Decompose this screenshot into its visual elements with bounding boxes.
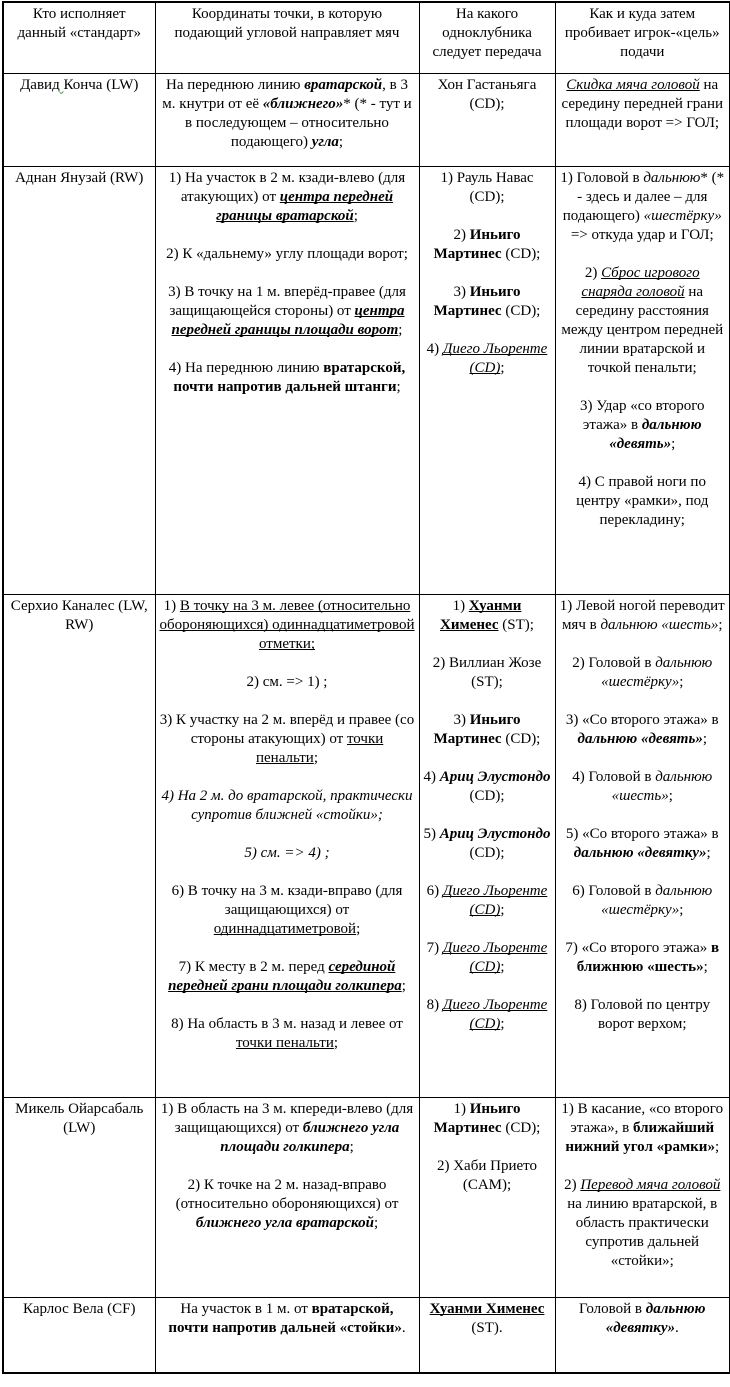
text-segment: Иньиго Мартинес (433, 226, 521, 262)
shot-cell (555, 1297, 730, 1373)
text-segment: центра передней границы вратарской (216, 188, 394, 224)
shot-cell (555, 594, 730, 1097)
text-segment: дальнюю «девятку» (573, 844, 707, 861)
text-segment: (CD); (501, 1119, 541, 1136)
text-segment: точки пенальти (235, 1034, 334, 1051)
performer-cell (3, 594, 155, 1097)
text-segment: Микель Ойарсабаль (LW) (15, 1100, 144, 1136)
cell-paragraph (423, 711, 552, 749)
text-segment: 7) (426, 939, 443, 956)
text-segment: ; (671, 435, 676, 452)
cell-paragraph (559, 264, 727, 378)
table-body (3, 73, 730, 1373)
text-segment: вратарской, почти напротив дальней «стойки» (168, 1300, 402, 1336)
cell-paragraph (7, 597, 152, 635)
teammate-cell (419, 166, 555, 594)
text-segment: (CD); (469, 844, 505, 861)
coordinates-cell (155, 1297, 419, 1373)
text-segment: 2) (453, 226, 470, 243)
cell-paragraph (159, 76, 416, 152)
text-segment: 3) «Со второго этажа» в (565, 711, 719, 728)
text-segment: одиннадцатиметровой (213, 920, 357, 937)
text-segment: Хуанми Хименес (429, 1300, 545, 1317)
shot-cell (555, 166, 730, 594)
cell-paragraph (423, 768, 552, 806)
cell-paragraph (559, 473, 727, 530)
shot-cell (555, 1097, 730, 1297)
cell-paragraph (159, 711, 416, 768)
coordinates-cell (155, 1097, 419, 1297)
text-segment: ; (702, 730, 707, 747)
cell-paragraph (559, 768, 727, 806)
cell-paragraph (159, 359, 416, 397)
text-segment: ; (356, 920, 361, 937)
text-segment: (CD); (469, 787, 505, 804)
text-segment: ; (500, 958, 505, 975)
cell-paragraph (423, 825, 552, 863)
cell-paragraph (159, 169, 416, 226)
cell-paragraph (159, 1176, 416, 1233)
text-segment: 4) С правой ноги по центру «рамки», под перекладину; (576, 473, 709, 528)
text-segment: ближайший нижний угол «рамки» (565, 1119, 715, 1155)
text-segment: вратарской, почти напротив дальней штанги (173, 359, 406, 395)
cell-paragraph (559, 169, 727, 245)
text-segment: 2) Виллиан Жозе (ST); (432, 654, 542, 690)
text-segment: дальнюю «шестёрку» (601, 882, 713, 918)
cell-paragraph (159, 245, 416, 264)
cell-paragraph (159, 882, 416, 939)
performer-cell (3, 73, 155, 166)
cell-paragraph (559, 76, 727, 133)
cell-paragraph (423, 1100, 552, 1138)
text-segment: на линию вратарской, в область практически супротив дальней «стойки»; (567, 1195, 718, 1269)
text-segment: «шестёрку» (643, 207, 722, 224)
text-segment: Перевод мяча головой (580, 1176, 721, 1193)
teammate-cell (419, 1097, 555, 1297)
text-segment: Диего Льоренте (CD) (442, 996, 548, 1032)
text-segment: ; (500, 359, 505, 376)
text-segment: 8) Головой по центру ворот верхом; (574, 996, 711, 1032)
cell-paragraph (7, 1300, 152, 1319)
cell-paragraph (159, 673, 416, 692)
table-row (3, 594, 730, 1097)
text-segment: 1) В касание, «со второго этажа», в (561, 1100, 724, 1136)
cell-paragraph (559, 1176, 727, 1271)
text-segment: на середину передней грани площади ворот => ГОЛ; (561, 76, 723, 131)
text-segment: ; (353, 207, 358, 224)
text-segment: дальнюю «девятку» (605, 1300, 706, 1336)
performer-cell (3, 166, 155, 594)
text-segment: Давид (20, 76, 60, 93)
text-segment: Серхио Каналес (LW, RW) (10, 597, 148, 633)
text-segment: Диего Льоренте (CD) (442, 882, 548, 918)
text-segment: 5) (423, 825, 440, 842)
cell-paragraph (559, 711, 727, 749)
text-segment: Диего Льоренте (CD) (442, 340, 548, 376)
cell-paragraph (423, 169, 552, 207)
cell-paragraph (559, 597, 727, 635)
text-segment: * (* - здесь и далее – для подающего) (562, 169, 725, 224)
text-segment: Ариц Элустондо (439, 768, 551, 785)
text-segment: На переднюю линию (166, 76, 305, 93)
text-segment: Иньиго Мартинес (433, 711, 521, 747)
teammate-cell (419, 73, 555, 166)
table-row (3, 1297, 730, 1373)
text-segment: 2) К «дальнему» углу площади ворот; (166, 245, 408, 262)
text-segment: 4) На 2 м. до вратарской, практически супротив ближней «стойки»; (161, 787, 413, 823)
text-segment: Хон Гастаньяга (CD); (437, 76, 537, 112)
header-coordinates: Координаты точки, в которую подающий угловой направляет мяч (155, 2, 419, 73)
text-segment: 2) Хаби Прието (CAM); (436, 1157, 538, 1193)
text-segment: (CD); (501, 302, 541, 319)
header-performer: Кто исполняет данный «стандарт» (3, 2, 155, 73)
table-row (3, 166, 730, 594)
text-segment: 2) К точке на 2 м. назад-вправо (относительно обороняющихся) от (175, 1176, 399, 1212)
cell-paragraph (559, 397, 727, 454)
text-segment: , в 3 м. кнутри от её (162, 76, 408, 112)
text-segment: 4) Головой в (572, 768, 656, 785)
text-segment: 6) (426, 882, 443, 899)
text-segment: ближнего угла вратарской (195, 1214, 374, 1231)
text-segment: (ST). (471, 1319, 503, 1336)
text-segment: Хуанми Хименес (440, 597, 522, 633)
cell-paragraph (159, 1015, 416, 1053)
cell-paragraph (159, 1100, 416, 1157)
table-row (3, 73, 730, 166)
text-segment: 1) (163, 597, 180, 614)
header-shot: Как и куда затем пробивает игрок-«цель» подачи (555, 2, 730, 73)
text-segment: ; (500, 901, 505, 918)
cell-paragraph (159, 1300, 416, 1338)
text-segment: (CD); (501, 730, 541, 747)
text-segment: дальнюю «шесть» (600, 616, 719, 633)
performer-cell (3, 1297, 155, 1373)
text-segment: Конча (LW) (63, 76, 139, 93)
cell-paragraph (423, 226, 552, 264)
text-segment: серединой передней грани площади голкипера (168, 958, 402, 994)
text-segment: Иньиго Мартинес (433, 283, 521, 319)
text-segment: ; (333, 1034, 339, 1051)
table-header (3, 2, 730, 73)
text-segment: 1) Рауль Навас (CD); (440, 169, 534, 205)
text-segment: Аднан Янузай (RW) (15, 169, 144, 186)
cell-paragraph (159, 787, 416, 825)
text-segment: 2) Головой в (572, 654, 656, 671)
text-segment: На участок в 1 м. от (180, 1300, 312, 1317)
text-segment: дальнюю «девять» (609, 416, 702, 452)
text-segment: 8) (426, 996, 443, 1013)
cell-paragraph (559, 1300, 727, 1338)
text-segment: ; (398, 321, 403, 338)
text-segment: ; (703, 958, 708, 975)
cell-paragraph (423, 996, 552, 1034)
text-segment: 7) «Со второго этажа» (565, 939, 712, 956)
text-segment: 6) В точку на 3 м. кзади-вправо (для защищающихся) от (171, 882, 403, 918)
cell-paragraph (423, 76, 552, 114)
text-segment: . (675, 1319, 679, 1336)
text-segment: 4) (426, 340, 443, 357)
text-segment: ближнего угла площади голкипера (220, 1119, 400, 1155)
cell-paragraph (559, 939, 727, 977)
text-segment: 3) В точку на 1 м. вперёд-правее (для защищающейся стороны) от (168, 283, 406, 319)
coordinates-cell (155, 73, 419, 166)
text-segment: Головой в (579, 1300, 646, 1317)
text-segment: точки пенальти (255, 730, 384, 766)
cell-paragraph (559, 654, 727, 692)
text-segment: ; (679, 901, 684, 918)
text-segment: 8) На область в 3 м. назад и левее от (171, 1015, 403, 1032)
text-segment: ; (313, 749, 318, 766)
cell-paragraph (423, 654, 552, 692)
text-segment: ; (500, 1015, 505, 1032)
cell-paragraph (7, 169, 152, 188)
cell-paragraph (423, 340, 552, 378)
cell-paragraph (423, 283, 552, 321)
text-segment: Карлос Вела (CF) (23, 1300, 136, 1317)
table-row (3, 1097, 730, 1297)
text-segment: Иньиго Мартинес (433, 1100, 521, 1136)
text-segment: (ST); (498, 616, 534, 633)
cell-paragraph (423, 1157, 552, 1195)
cell-paragraph (159, 283, 416, 340)
text-segment: . (401, 1319, 406, 1336)
text-segment: ; (718, 616, 723, 633)
text-segment: В точку на 3 м. левее (относительно обороняющихся) одиннадцатиметровой отметки; (159, 597, 415, 652)
text-segment: Диего Льоренте (CD) (442, 939, 548, 975)
text-segment: ; (373, 1214, 379, 1231)
text-segment: ; (338, 133, 344, 150)
teammate-cell (419, 1297, 555, 1373)
text-segment: ; (349, 1138, 354, 1155)
text-segment: 5) «Со второго этажа» в (565, 825, 719, 842)
text-segment: * (* - тут и в последующем – относительно подающего) (185, 95, 412, 150)
text-segment: ; (706, 844, 711, 861)
text-segment: 6) Головой в (572, 882, 656, 899)
text-segment: 2) (564, 1176, 581, 1193)
performer-cell (3, 1097, 155, 1297)
text-segment: 5) см. => 4) ; (244, 844, 330, 861)
text-segment: 1) (452, 597, 469, 614)
shot-cell (555, 73, 730, 166)
text-segment: в ближнюю «шесть» (576, 939, 720, 975)
cell-paragraph (159, 844, 416, 863)
text-segment: 3) (453, 711, 470, 728)
text-segment: дальнюю «шестёрку» (601, 654, 713, 690)
text-segment: ; (714, 1138, 720, 1155)
text-segment: ; (668, 787, 673, 804)
text-segment: 2) (584, 264, 602, 281)
cell-paragraph (559, 1100, 727, 1157)
text-segment: 1) (453, 1100, 470, 1117)
cell-paragraph (7, 76, 152, 95)
text-segment: на середину расстояния между центром передней линии вратарской и точкой пенальти; (561, 283, 724, 376)
text-segment: 7) К месту в 2 м. перед (178, 958, 329, 975)
set-piece-table (2, 1, 730, 1374)
text-segment: Скидка мяча головой (566, 76, 700, 93)
text-segment: => откуда удар и ГОЛ; (570, 226, 714, 243)
text-segment: центра передней границы площади ворот (171, 302, 405, 338)
cell-paragraph (423, 1300, 552, 1338)
cell-paragraph (159, 597, 416, 654)
text-segment: 1) В область на 3 м. кпереди-влево (для защищающихся) от (160, 1100, 414, 1136)
text-segment: вратарской (304, 76, 383, 93)
text-segment: 3) (453, 283, 470, 300)
text-segment: 3) Удар «со второго этажа» в (579, 397, 705, 433)
text-segment: 1) На участок в 2 м. кзади-влево (для атакующих) от (168, 169, 406, 205)
cell-paragraph (159, 958, 416, 996)
cell-paragraph (423, 882, 552, 920)
text-segment: угла (311, 133, 339, 150)
cell-paragraph (423, 939, 552, 977)
text-segment: Ариц Элустондо (439, 825, 551, 842)
text-segment: дальнюю (643, 169, 701, 186)
cell-paragraph (559, 996, 727, 1034)
text-segment: 1) Головой в (560, 169, 644, 186)
text-segment: ; (679, 673, 684, 690)
text-segment: 3) К участку на 2 м. вперёд и правее (со стороны атакующих) от (159, 711, 415, 747)
cell-paragraph (7, 1100, 152, 1138)
coordinates-cell (155, 594, 419, 1097)
text-segment: «ближнего» (262, 95, 344, 112)
text-segment: 4) (423, 768, 440, 785)
text-segment: 2) см. => 1) ; (246, 673, 328, 690)
text-segment: дальнюю «шесть» (611, 768, 713, 804)
teammate-cell (419, 594, 555, 1097)
coordinates-cell (155, 166, 419, 594)
text-segment: 4) На переднюю линию (168, 359, 324, 376)
text-segment: ; (401, 977, 406, 994)
header-teammate: На какого одноклубника следует передача (419, 2, 555, 73)
cell-paragraph (559, 825, 727, 863)
text-segment: (CD); (501, 245, 541, 262)
text-segment: 1) Левой ногой переводит мяч в (559, 597, 725, 633)
text-segment: ; (396, 378, 401, 395)
cell-paragraph (559, 882, 727, 920)
header-row (3, 2, 730, 73)
text-segment: Сброс игрового снаряда головой (581, 264, 700, 300)
cell-paragraph (423, 597, 552, 635)
text-segment: дальнюю «девять» (577, 730, 703, 747)
